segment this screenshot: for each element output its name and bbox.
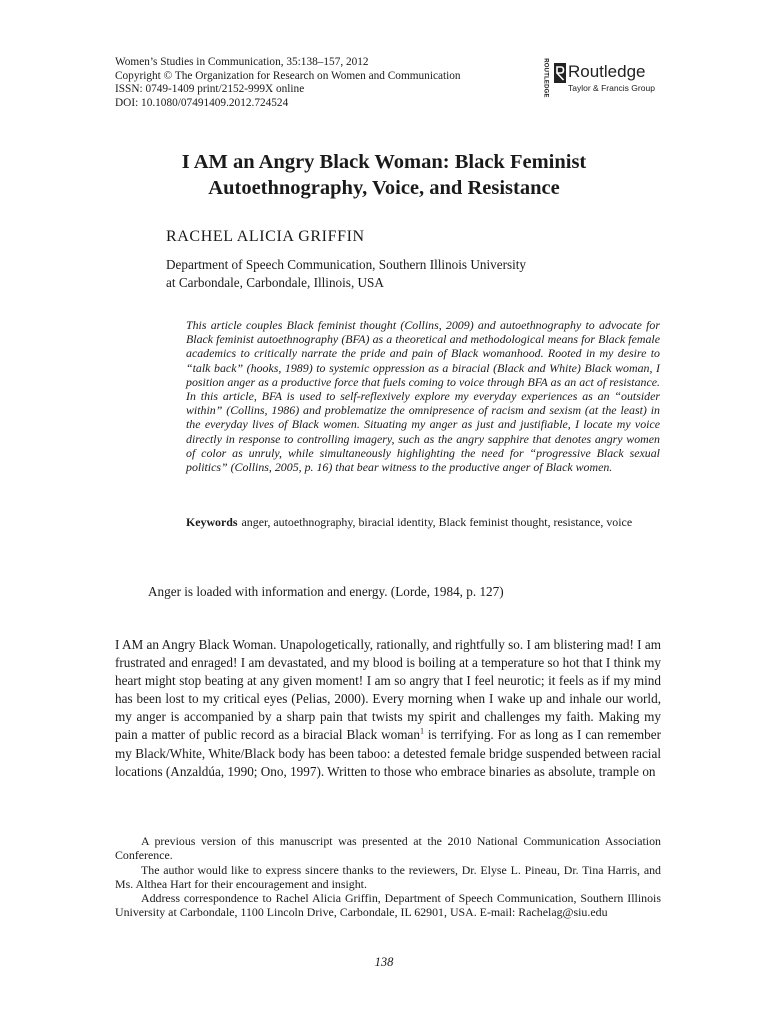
footnote-acknowledgments: The author would like to express sincere thanks to the reviewers, Dr. Elyse L. Pineau, Dr. Tina Harris, and Ms. Althea Hart for their encouragement and insight. (115, 862, 661, 891)
journal-citation: Women’s Studies in Communication, 35:138–157, 2012 (115, 56, 369, 68)
page-number: 138 (374, 955, 394, 969)
epigraph: Anger is loaded with information and energy. (Lorde, 1984, p. 127) (148, 584, 504, 599)
logo-vertical-text: ROUTLEDGE (543, 58, 549, 98)
footnote-correspondence: Address correspondence to Rachel Alicia Griffin, Department of Speech Communication, Southern Illinois University at Carbondale, 1100 Lincoln Drive, Carbondale, IL 62901, USA. E-mail: Rachelag@siu.edu (115, 891, 661, 920)
publisher-logo (540, 56, 670, 102)
author-affiliation (166, 256, 636, 291)
doi: DOI: 10.1080/07491409.2012.724524 (115, 96, 289, 109)
author-name: RACHEL ALICIA GRIFFIN (166, 228, 365, 245)
footnote-reference: 1 (419, 727, 424, 737)
issn: ISSN: 0749-1409 print/2152-999X online (115, 83, 305, 96)
routledge-r-icon (554, 63, 566, 83)
body-text-part-2: is terrifying. For as long as I can remember my Black/White, White/Black body has been taboo: a detested female bridge suspended between racial locations (Anzaldúa, 1990; Ono, 1997). Written to those who embrace binaries as absolute, trample on (115, 727, 661, 779)
affiliation-line-1: Department of Speech Communication, Southern Illinois University (166, 257, 527, 272)
body-text-part-1: I AM an Angry Black Woman. Unapologetically, rationally, and rightfully so. I am blistering mad! I am frustrated and enraged! I am devastated, and my blood is boiling at a temperature so hot that I think my heart might stop beating at any given moment! I am so angry that I feel neurotic; it feels as if my mind has been lost to my critical eyes (Pelias, 2000). Every morning when I wake up and inhale our world, my anger is accompanied by a sharp pain that twists my spirit and challenges my faith. Making my pain a matter of public record as a biracial Black woman (115, 637, 661, 743)
footnote-presentation: A previous version of this manuscript was presented at the 2010 National Communication Association Conference. (115, 834, 661, 863)
keywords (186, 515, 660, 529)
footnotes (115, 834, 661, 920)
affiliation-line-2: at Carbondale, Carbondale, Illinois, USA (166, 274, 384, 290)
abstract: This article couples Black feminist thought (Collins, 2009) and autoethnography to advocate for Black feminist autoethnography (BFA) as a theoretical and methodological means for Black female academics to critically narrate the pride and pain of Black womanhood. Rooted in my desire to “talk back” (hooks, 1989) to systemic oppression as a biracial (Black and White) Black woman, I position anger as a productive force that fuels coming to voice through BFA as an act of resistance. In this article, BFA is used to self-reflexively explore my everyday experiences as an “outsider within” (Collins, 1986) and problematize the omnipresence of racism and sexism (at the least) in the everyday lives of Black women. Situating my anger as just and justifiable, I locate my voice directly in response to controlling imagery, such as the angry sapphire that denotes angry women of color as unruly, while simultaneously highlighting the need for “progressive Black sexual politics” (Collins, 2005, p. 16) that bear witness to the productive anger of Black women. (186, 318, 660, 475)
title-line-2: Autoethnography, Voice, and Resistance (208, 177, 560, 199)
article-title (100, 149, 668, 201)
keywords-label: Keywords (186, 515, 238, 529)
publisher-group: Taylor & Francis Group (568, 83, 655, 93)
publisher-name: Routledge (568, 62, 646, 81)
copyright-notice: Copyright © The Organization for Research on Women and Communication (115, 69, 461, 82)
keywords-list: anger, autoethnography, biracial identity, Black feminist thought, resistance, voice (241, 515, 633, 529)
title-line-1: I AM an Angry Black Woman: Black Feminist (181, 151, 587, 173)
body-paragraph (115, 636, 661, 781)
journal-header (115, 56, 461, 110)
